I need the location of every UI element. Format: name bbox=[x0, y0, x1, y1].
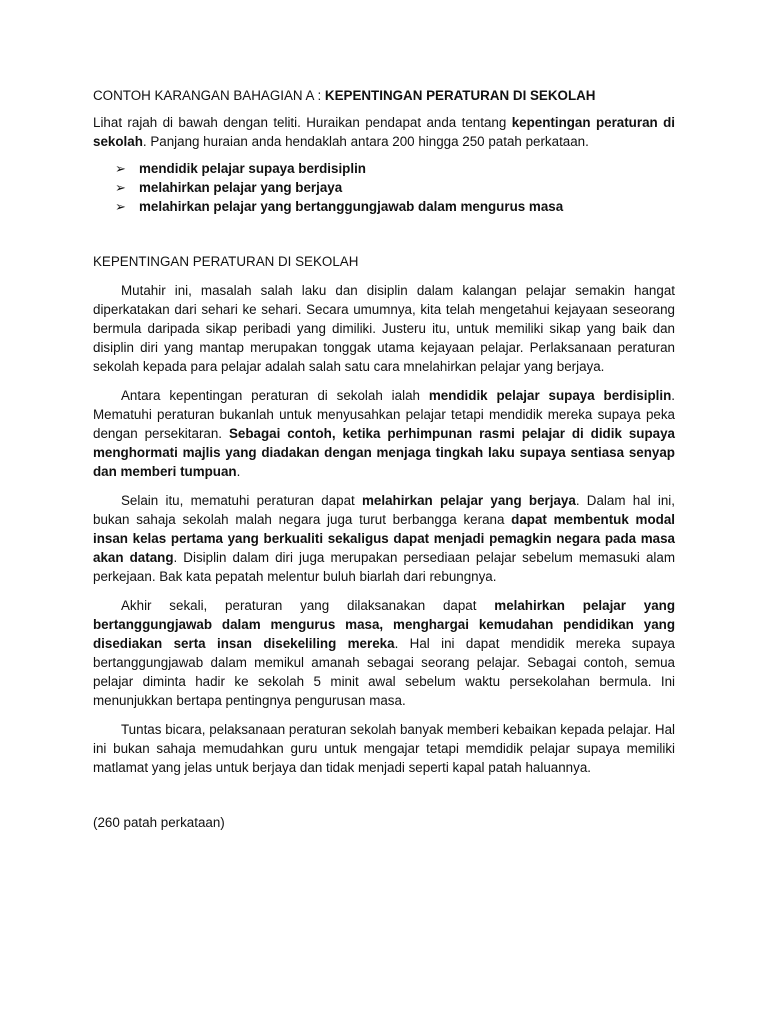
text-run: Antara kepentingan peraturan di sekolah ialah bbox=[121, 388, 429, 403]
word-count: (260 patah perkataan) bbox=[93, 815, 225, 830]
document-title bbox=[93, 86, 675, 105]
text-run: . Mematuhi peraturan bukanlah untuk menyusahkan pelajar tetapi mendidik mereka supaya peka dengan persekitaran. bbox=[93, 388, 675, 441]
list-item bbox=[115, 178, 675, 197]
text-run: . Dalam hal ini, bukan sahaja sekolah malah negara juga turut berbangga kerana bbox=[93, 493, 675, 527]
point-emphasis: mendidik pelajar supaya berdisiplin bbox=[428, 388, 672, 403]
point-list bbox=[93, 159, 675, 216]
title-prefix: CONTOH KARANGAN BAHAGIAN A : bbox=[93, 88, 325, 103]
title-topic: KEPENTINGAN PERATURAN DI SEKOLAH bbox=[324, 88, 596, 103]
point-emphasis: melahirkan pelajar yang berjaya bbox=[362, 493, 576, 508]
essay-paragraph-conclusion: Tuntas bicara, pelaksanaan peraturan sekolah banyak memberi kebaikan kepada pelajar. Hal ini bukan sahaja memudahkan guru untuk mengajar tetapi memdidik pelajar supaya memiliki matlamat yang jelas untuk berjaya dan tidak menjadi seperti kapal patah haluannya. bbox=[93, 722, 675, 775]
example-emphasis: Sebagai contoh, ketika perhimpunan rasmi pelajar di didik supaya menghormati majlis yang diadakan dengan menjaga tingkah laku supaya sentiasa senyap dan memberi tumpuan bbox=[93, 426, 675, 479]
text-run: Akhir sekali, peraturan yang dilaksanakan dapat bbox=[121, 598, 495, 613]
arrowhead-bullet-icon: ➢ bbox=[115, 161, 126, 176]
essay-paragraph-point-1 bbox=[93, 386, 675, 481]
point-emphasis: melahirkan pelajar yang bertanggungjawab dalam mengurus masa, menghargai kemudahan pendidikan yang disediakan serta insan disekeliling mereka bbox=[93, 598, 676, 651]
list-item bbox=[115, 159, 675, 178]
essay-heading: KEPENTINGAN PERATURAN DI SEKOLAH bbox=[93, 254, 359, 269]
list-item-label: melahirkan pelajar yang bertanggungjawab dalam mengurus masa bbox=[139, 199, 564, 214]
arrowhead-bullet-icon: ➢ bbox=[115, 180, 126, 195]
text-run: Selain itu, mematuhi peraturan dapat bbox=[121, 493, 362, 508]
instructions-paragraph bbox=[93, 113, 675, 151]
arrowhead-bullet-icon: ➢ bbox=[115, 199, 126, 214]
list-item-label: melahirkan pelajar yang berjaya bbox=[139, 180, 343, 195]
instructions-emphasis: kepentingan peraturan di sekolah bbox=[93, 115, 675, 149]
list-item bbox=[115, 197, 675, 216]
instructions-text-end: . Panjang huraian anda hendaklah antara 200 hingga 250 patah perkataan. bbox=[142, 134, 589, 149]
list-item-label: mendidik pelajar supaya berdisiplin bbox=[139, 161, 366, 176]
elaboration-emphasis: dapat membentuk modal insan kelas pertama yang berkualiti sekaligus dapat menjadi pemagkin negara pada masa akan datang bbox=[93, 512, 675, 565]
essay-paragraph-point-2 bbox=[93, 491, 675, 586]
essay-paragraph-intro: Mutahir ini, masalah salah laku dan disiplin dalam kalangan pelajar semakin hangat diperkatakan dari sehari ke sehari. Secara umumnya, kita telah mengetahui kejayaan seseorang bermula daripada sikap peribadi yang dimiliki. Justeru itu, untuk memiliki sikap yang baik dan disiplin diri yang mantap merupakan tonggak utama kejayaan pelajar. Perlaksanaan peraturan sekolah kepada para pelajar adalah salah satu cara mnelahirkan pelajar yang berjaya. bbox=[93, 283, 675, 374]
instructions-text: Lihat rajah di bawah dengan teliti. Huraikan pendapat anda tentang bbox=[93, 115, 512, 130]
essay-paragraph-point-3 bbox=[93, 596, 675, 710]
text-run: . Hal ini dapat mendidik mereka supaya bertanggungjawab dalam memikul amanah sebagai seorang pelajar. Sebagai contoh, semua pelajar diminta hadir ke sekolah 5 minit awal sebelum waktu persekolahan bermula. Ini menunjukkan bertapa pentingnya pengurusan masa. bbox=[93, 636, 675, 708]
text-run: . Disiplin dalam diri juga merupakan persediaan pelajar sebelum memasuki alam perkejaan. Bak kata pepatah melentur buluh biarlah dari rebungnya. bbox=[93, 550, 675, 584]
text-run: . bbox=[236, 464, 241, 479]
